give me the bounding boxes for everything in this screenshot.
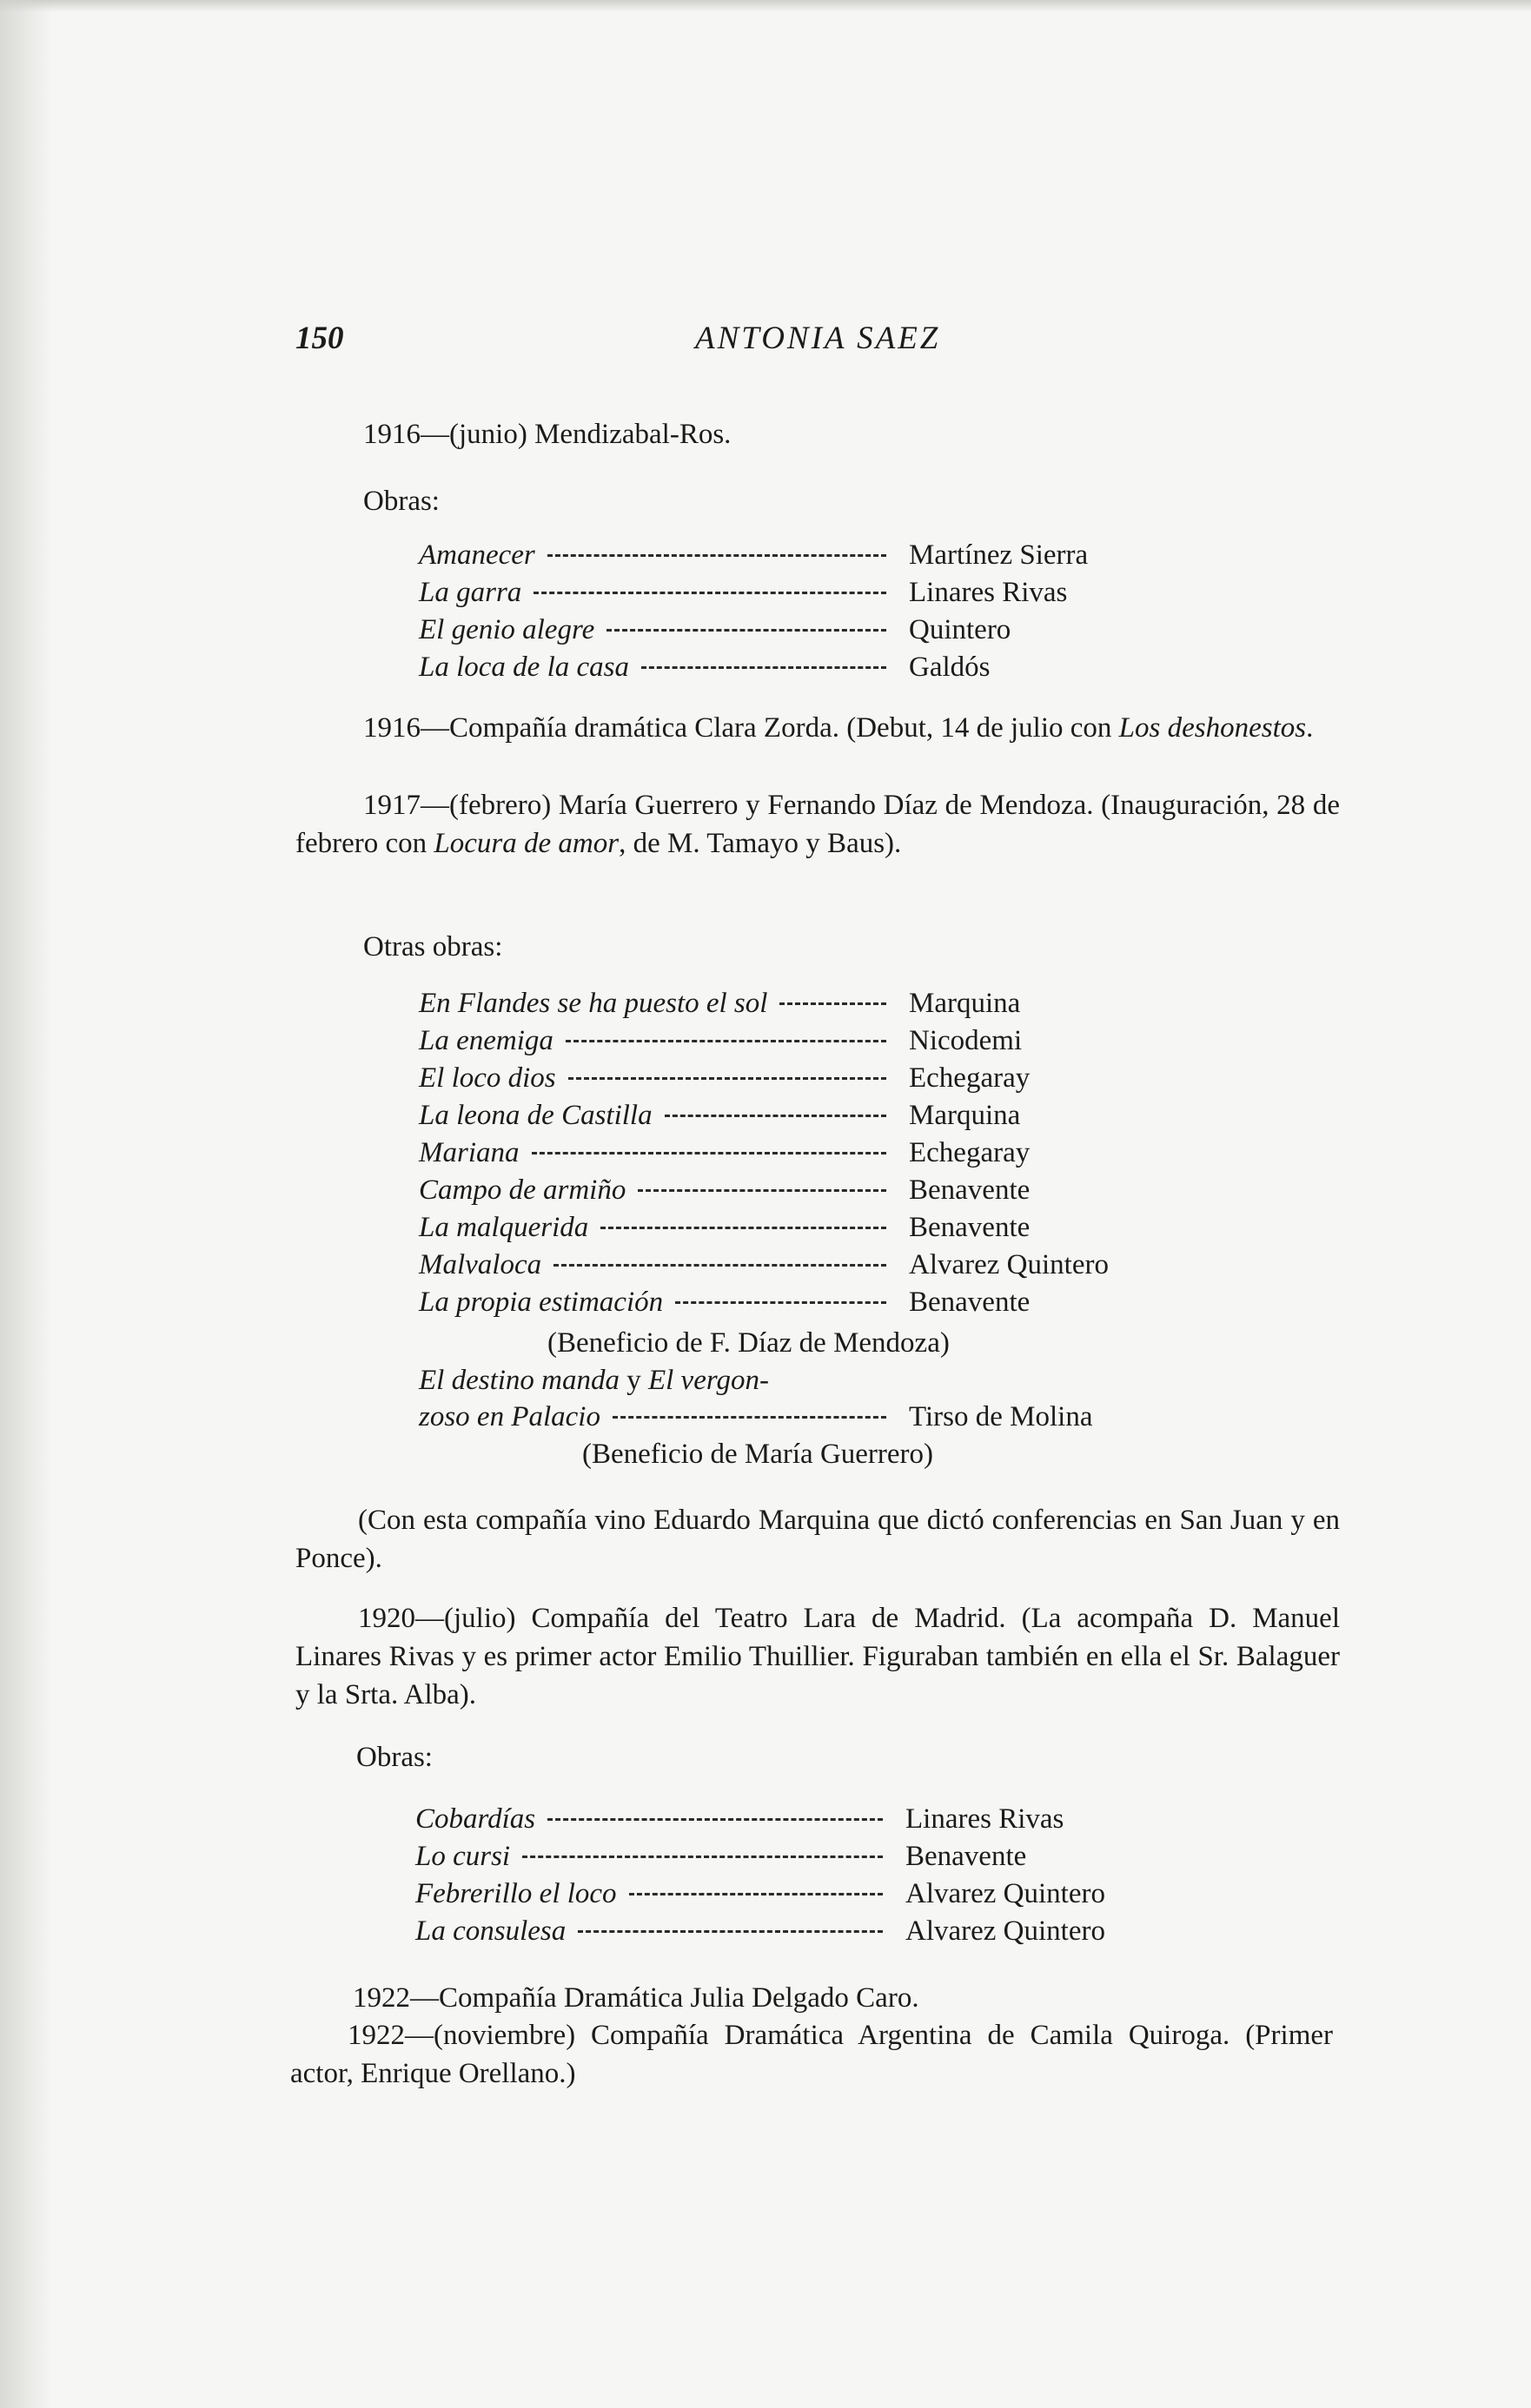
paragraph-1922-noviembre: 1922—(noviembre) Compañía Dramática Argentina de Camila Quiroga. (Primer actor, Enrique Orellano.) (290, 2020, 1333, 2089)
work-author: Alvarez Quintero (905, 1878, 1105, 1909)
work-author: Echegaray (909, 1137, 1031, 1168)
dot-leader (613, 1416, 886, 1419)
list-item (419, 1247, 1109, 1284)
list-item (415, 1801, 1105, 1838)
page-number: 150 (295, 321, 344, 356)
work-author: Marquina (909, 1100, 1021, 1131)
paragraph-text: 1917—(febrero) María Guerrero y Fernando Díaz de Mendoza. (Inauguración, 28 de febrero con (295, 790, 1340, 859)
dot-leader (606, 629, 886, 632)
work-author: Benavente (909, 1212, 1031, 1243)
dot-leader (553, 1264, 886, 1267)
dot-leader (629, 1893, 883, 1895)
dot-leader (522, 1856, 883, 1858)
list-item (419, 612, 1088, 649)
paragraph-1920: 1920—(julio) Compañía del Teatro Lara de Madrid. (La acompaña D. Manuel Linares Rivas y es primer actor Emilio Thuillier. Figuraban también en ella el Sr. Balaguer y la Srta. Alba). (295, 1603, 1340, 1710)
benefit-note-1: (Beneficio de F. Díaz de Mendoza) (547, 1327, 950, 1359)
dot-leader (675, 1301, 886, 1304)
work-author: Linares Rivas (905, 1803, 1064, 1835)
paragraph-text: , de M. Tamayo y Baus). (619, 828, 902, 859)
works-list-3 (415, 1801, 1105, 1950)
work-title: La garra (419, 577, 522, 608)
section1-heading: 1916—(junio) Mendizabal-Ros. (363, 419, 732, 450)
list-item (419, 537, 1088, 574)
paragraph-1916-compania (295, 709, 1340, 747)
works-list-2-extra (419, 1399, 1092, 1436)
work-title: La leona de Castilla (419, 1100, 653, 1131)
dot-leader (665, 1115, 886, 1117)
paragraph-1917 (295, 786, 1340, 863)
list-item (419, 1022, 1109, 1060)
work-author: Nicodemi (909, 1025, 1023, 1056)
section2-obras-label: Otras obras: (363, 931, 503, 963)
work-title: Lo cursi (415, 1841, 511, 1872)
work-author: Benavente (909, 1287, 1031, 1318)
works-list-1 (419, 537, 1088, 686)
paragraph-marquina: (Con esta compañía vino Eduardo Marquina que dictó conferencias en San Juan y en Ponce). (295, 1505, 1340, 1574)
play-title: Locura de amor (434, 828, 620, 859)
paragraph-text: 1916—Compañía dramática Clara Zorda. (Debut, 14 de julio con (363, 712, 1112, 744)
section3-obras-label: Obras: (356, 1742, 433, 1773)
work-author: Tirso de Molina (909, 1401, 1093, 1432)
dot-leader (532, 1152, 887, 1154)
dot-leader (638, 1189, 886, 1192)
section1-obras-label: Obras: (363, 486, 440, 517)
list-item (419, 1135, 1109, 1172)
running-title: ANTONIA SAEZ (695, 321, 941, 356)
work-title: Cobardías (415, 1803, 536, 1835)
work-title: Mariana (419, 1137, 520, 1168)
dot-leader (578, 1930, 883, 1933)
work-title: La loca de la casa (419, 652, 629, 683)
work-title: La consulesa (415, 1915, 567, 1947)
benefit-note-2: (Beneficio de María Guerrero) (582, 1439, 934, 1470)
work-title: Febrerillo el loco (415, 1878, 617, 1909)
dot-leader (641, 666, 886, 669)
work-title: La propia estimación (419, 1287, 664, 1318)
list-item (415, 1875, 1105, 1913)
work-author: Benavente (909, 1174, 1031, 1206)
dot-leader (534, 592, 886, 594)
work-author: Echegaray (909, 1062, 1031, 1094)
work-title: En Flandes se ha puesto el sol (419, 988, 768, 1019)
dot-leader (566, 1040, 886, 1042)
conjunction: y (619, 1365, 648, 1396)
work-title: El genio alegre (419, 614, 595, 645)
extra-work-title-line1 (419, 1361, 769, 1399)
work-author: Galdós (909, 652, 991, 683)
paragraph-1922-julia: 1922—Compañía Dramática Julia Delgado Caro. (353, 1982, 919, 2014)
work-title: Amanecer (419, 539, 535, 571)
dot-leader (547, 554, 886, 557)
list-item (419, 574, 1088, 612)
work-author: Marquina (909, 988, 1021, 1019)
list-item (419, 1209, 1109, 1247)
list-item (419, 1284, 1109, 1321)
work-title: zoso en Palacio (419, 1401, 600, 1432)
work-title: La malquerida (419, 1212, 589, 1243)
work-author: Alvarez Quintero (909, 1249, 1109, 1280)
list-item (419, 1060, 1109, 1097)
list-item (419, 1399, 1092, 1436)
work-author: Quintero (909, 614, 1011, 645)
dot-leader (779, 1002, 886, 1005)
dot-leader (568, 1077, 886, 1080)
work-author: Martínez Sierra (909, 539, 1089, 571)
work-author: Benavente (905, 1841, 1027, 1872)
dot-leader (547, 1818, 883, 1821)
play-title: Los deshonestos (1118, 712, 1307, 744)
page-edge-shadow (0, 0, 52, 2408)
page-top-shadow (0, 0, 1531, 12)
works-list-2 (419, 985, 1109, 1321)
work-author: Linares Rivas (909, 577, 1068, 608)
list-item (419, 1097, 1109, 1135)
play-title: El vergon- (647, 1365, 769, 1396)
work-title: El loco dios (419, 1062, 556, 1094)
work-title: Malvaloca (419, 1249, 542, 1280)
list-item (419, 649, 1088, 686)
play-title: El destino manda (419, 1365, 620, 1396)
paragraph-text: . (1306, 712, 1314, 744)
list-item (419, 985, 1109, 1022)
list-item (415, 1838, 1105, 1875)
work-author: Alvarez Quintero (905, 1915, 1105, 1947)
list-item (415, 1913, 1105, 1950)
list-item (419, 1172, 1109, 1209)
work-title: Campo de armiño (419, 1174, 626, 1206)
dot-leader (600, 1227, 886, 1229)
work-title: La enemiga (419, 1025, 553, 1056)
